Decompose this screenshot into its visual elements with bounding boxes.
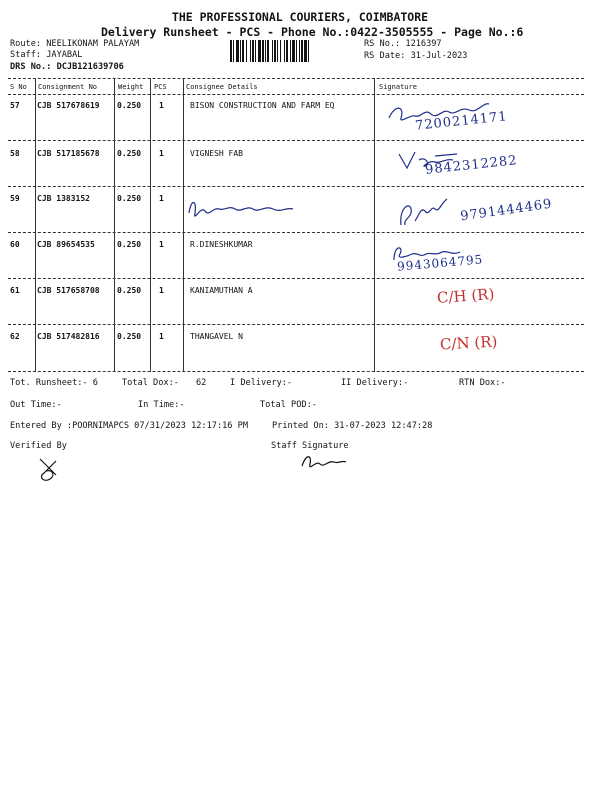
signature-phone: 7200214171	[414, 109, 509, 134]
col-divider	[35, 78, 36, 372]
row-consignment: CJB 517678619	[37, 101, 100, 110]
barcode-bar	[280, 40, 281, 62]
col-header-consignee: Consignee Details	[186, 83, 258, 91]
row-consignee: KANIAMUTHAN A	[190, 286, 253, 295]
company-title: THE PROFESSIONAL COURIERS, COIMBATORE	[171, 10, 429, 24]
rs-date: RS Date: 31-Jul-2023	[364, 51, 468, 61]
row-sno: 61	[10, 286, 20, 295]
row-pcs: 1	[159, 149, 164, 158]
barcode-bar	[262, 40, 264, 62]
staff-label: Staff: JAYABAL	[10, 50, 83, 60]
i-delivery: I Delivery:-	[230, 378, 293, 388]
row-consignee: THANGAVEL N	[190, 332, 243, 341]
signature-phone: 9943064795	[396, 252, 484, 274]
barcode-bar	[301, 40, 303, 62]
row-weight: 0.250	[117, 240, 142, 249]
barcode-bar	[233, 40, 234, 62]
row-pcs: 1	[159, 101, 164, 110]
out-time: Out Time:-	[10, 400, 62, 410]
barcode-bar	[274, 40, 276, 62]
total-dox-value: 62	[196, 378, 207, 388]
row-weight: 0.250	[117, 286, 142, 295]
entered-by: Entered By :POORNIMAPCS 07/31/2023 12:17:16 PM	[10, 421, 248, 431]
row-consignee: BISON CONSTRUCTION AND FARM EQ	[190, 101, 335, 110]
col-header-sno: S No	[10, 83, 27, 91]
col-divider	[183, 78, 184, 372]
row-rule	[8, 278, 584, 279]
barcode-bar	[277, 40, 278, 62]
barcode-bar	[299, 40, 300, 62]
barcode-bar	[250, 40, 251, 62]
row-rule	[8, 232, 584, 233]
row-consignment: CJB 517482816	[37, 332, 100, 341]
printed-on: Printed On: 31-07-2023 12:47:28	[272, 421, 433, 431]
verified-by-signature	[34, 455, 74, 485]
barcode-bar	[286, 40, 288, 62]
row-weight: 0.250	[117, 101, 142, 110]
table-header-rule	[8, 94, 584, 95]
col-header-pcs: PCS	[154, 83, 167, 91]
barcode-bar	[296, 40, 297, 62]
barcode-bar	[265, 40, 266, 62]
barcode-bar	[292, 40, 295, 62]
staff-signature-label: Staff Signature	[271, 441, 349, 451]
total-pod: Total POD:-	[260, 400, 317, 410]
row-weight: 0.250	[117, 194, 142, 203]
total-runsheet: Tot. Runsheet:- 6	[10, 378, 98, 388]
row-pcs: 1	[159, 240, 164, 249]
barcode-bar	[252, 40, 254, 62]
barcode-bar	[267, 40, 269, 62]
row-rule	[8, 324, 584, 325]
row-consignment: CJB 517658708	[37, 286, 100, 295]
barcode-bar	[272, 40, 273, 62]
col-divider	[374, 78, 375, 372]
total-dox-label: Total Dox:-	[122, 378, 179, 388]
rtn-dox: RTN Dox:-	[459, 378, 506, 388]
barcode-bar	[304, 40, 307, 62]
barcode-image	[230, 40, 360, 62]
barcode-bar	[255, 40, 256, 62]
barcode-bar	[236, 40, 239, 62]
row-sno: 60	[10, 240, 20, 249]
verified-by-label: Verified By	[10, 441, 67, 451]
signature-phone: 9791444469	[459, 196, 554, 225]
row-pcs: 1	[159, 194, 164, 203]
row-pcs: 1	[159, 286, 164, 295]
col-divider	[114, 78, 115, 372]
barcode-bar	[284, 40, 285, 62]
col-header-weight: Weight	[118, 83, 144, 91]
barcode-bar	[242, 40, 244, 62]
rs-number: RS No.: 1216397	[364, 39, 442, 49]
barcode-bar	[258, 40, 261, 62]
row-consignment: CJB 89654535	[37, 240, 95, 249]
ii-delivery: II Delivery:-	[341, 378, 409, 388]
in-time: In Time:-	[138, 400, 185, 410]
signature-note-red: C/H (R)	[436, 285, 495, 307]
col-header-signature: Signature	[379, 83, 417, 91]
row-sno: 58	[10, 149, 20, 158]
col-divider	[150, 78, 151, 372]
barcode-bar	[246, 40, 247, 62]
barcode-bar	[308, 40, 309, 62]
route-label: Route: NEELIKONAM PALAYAM	[10, 39, 140, 49]
table-bottom-rule	[8, 371, 584, 372]
col-header-consignment: Consignment No	[38, 83, 98, 91]
row-sno: 59	[10, 194, 20, 203]
barcode-bar	[230, 40, 232, 62]
row-sno: 62	[10, 332, 20, 341]
signature-note-red: C/N (R)	[439, 332, 498, 354]
row-consignee: R.DINESHKUMAR	[190, 240, 253, 249]
row-rule	[8, 140, 584, 141]
runsheet-subtitle: Delivery Runsheet - PCS - Phone No.:0422-3505555 - Page No.:6	[101, 25, 524, 39]
row-consignment: CJB 1383152	[37, 194, 90, 203]
row-pcs: 1	[159, 332, 164, 341]
row-consignee: VIGNESH FAB	[190, 149, 243, 158]
table-top-rule	[8, 78, 584, 79]
row-sno: 57	[10, 101, 20, 110]
drs-number: DRS No.: DCJB121639706	[10, 62, 124, 72]
barcode-bar	[240, 40, 241, 62]
row-weight: 0.250	[117, 149, 142, 158]
row-consignment: CJB 517185678	[37, 149, 100, 158]
signature-phone: 9842312282	[424, 153, 519, 178]
staff-signature	[298, 450, 348, 476]
barcode-bar	[290, 40, 291, 62]
row-rule	[8, 186, 584, 187]
row-weight: 0.250	[117, 332, 142, 341]
handwritten-consignee-signature	[185, 195, 305, 231]
